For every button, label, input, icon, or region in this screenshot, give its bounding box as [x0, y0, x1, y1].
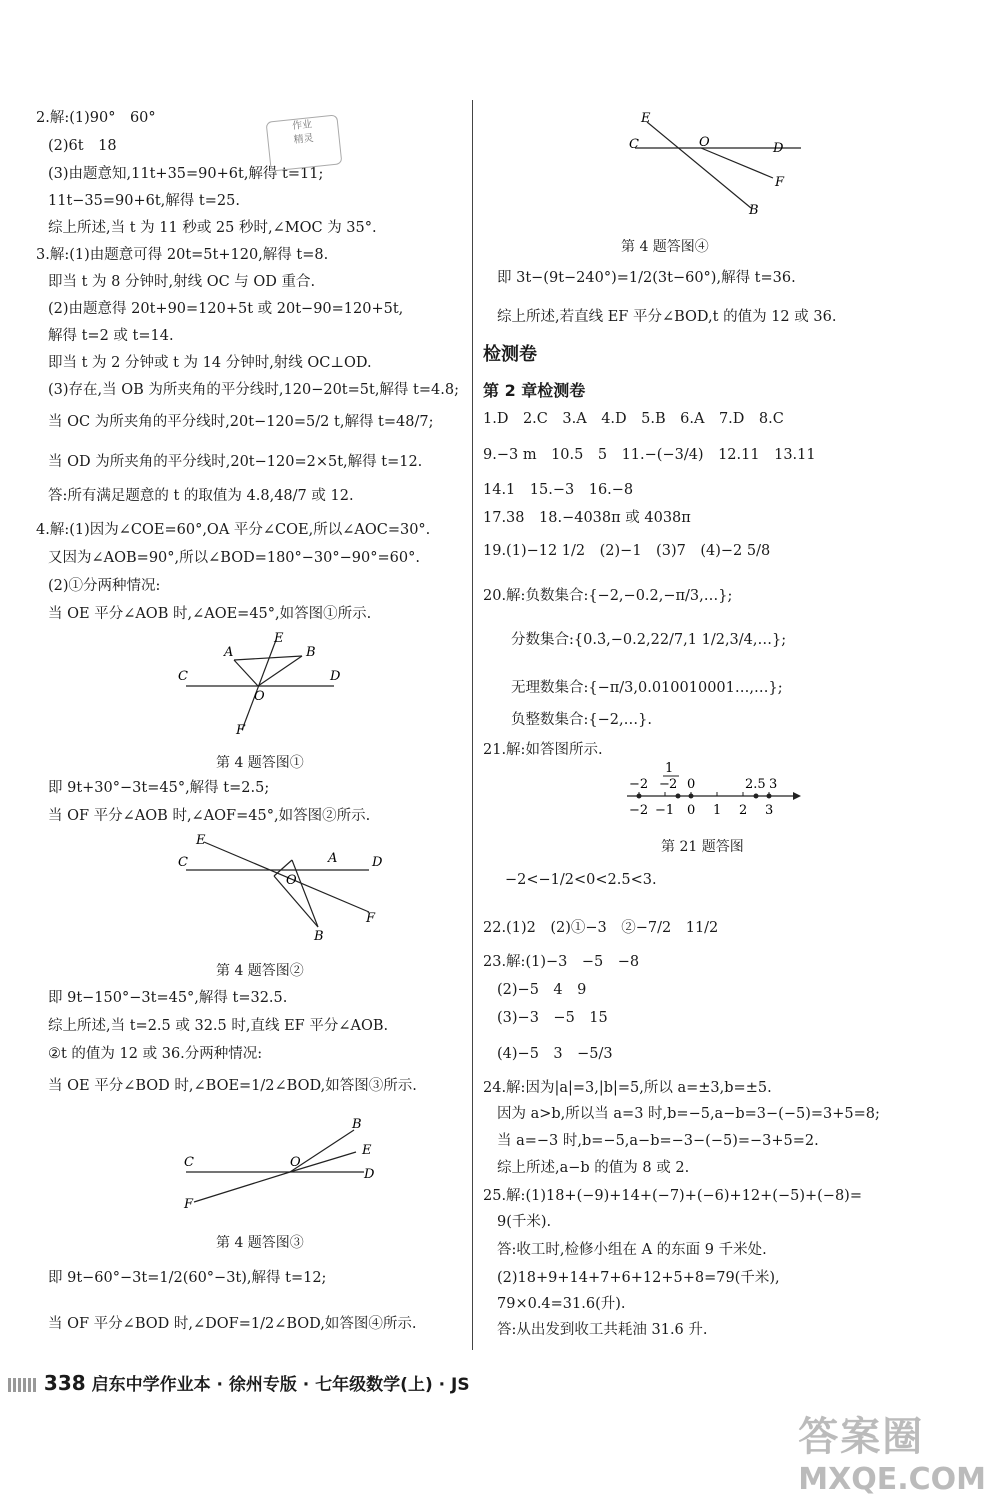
text-line: 解得 t=2 或 t=14.	[48, 328, 174, 344]
svg-text:B: B	[306, 645, 316, 660]
page-number: 338	[43, 1371, 86, 1395]
page-footer	[8, 1370, 470, 1395]
svg-text:O: O	[290, 1155, 301, 1170]
text-line: (2)由题意得 20t+90=120+5t 或 20t−90=120+5t,	[48, 301, 404, 317]
text-line: 79×0.4=31.6(升).	[497, 1296, 626, 1312]
text-line: 21.解:如答图所示.	[483, 742, 603, 758]
figure-4-1	[174, 630, 364, 735]
text-line: 23.解:(1)−3 −5 −8	[483, 954, 640, 970]
text-line: 当 OC 为所夹角的平分线时,20t−120=5/2 t,解得 t=48/7;	[48, 414, 434, 430]
svg-text:B: B	[352, 1117, 362, 1132]
text-line: 当 OE 平分∠BOD 时,∠BOE=1/2∠BOD,如答图③所示.	[48, 1078, 417, 1094]
svg-text:C: C	[178, 669, 188, 684]
text-line: 当 a=−3 时,b=−5,a−b=−3−(−5)=−3+5=2.	[497, 1133, 819, 1149]
text-line: 综上所述,若直线 EF 平分∠BOD,t 的值为 12 或 36.	[497, 309, 837, 325]
text-line: 9.−3 m 10.5 5 11.−(−3/4) 12.11 13.11	[483, 447, 816, 463]
text-line: 即 9t−150°−3t=45°,解得 t=32.5.	[48, 990, 288, 1006]
text-line: (2)6t 18	[48, 138, 117, 154]
figure-4-3	[174, 1112, 384, 1212]
text-line: 当 OD 为所夹角的平分线时,20t−120=2×5t,解得 t=12.	[48, 454, 423, 470]
text-line: 25.解:(1)18+(−9)+14+(−7)+(−6)+12+(−5)+(−8)=	[483, 1188, 862, 1204]
svg-text:F: F	[366, 911, 376, 926]
text-line: 19.(1)−12 1/2 (2)−1 (3)7 (4)−2 5/8	[483, 543, 771, 559]
figure-4-4	[613, 108, 813, 218]
svg-text:−2: −2	[629, 777, 649, 792]
figure-caption: 第 4 题答图④	[621, 239, 709, 255]
stamp-line: 精灵	[293, 133, 315, 147]
text-line: (2)−5 4 9	[497, 982, 587, 998]
text-line: 答:所有满足题意的 t 的取值为 4.8,48/7 或 12.	[48, 488, 354, 504]
text-line: (2)①分两种情况:	[48, 578, 161, 594]
text-line: (3)由题意知,11t+35=90+6t,解得 t=11;	[48, 166, 324, 182]
footer-pattern	[8, 1378, 38, 1392]
svg-text:2: 2	[669, 777, 678, 792]
svg-text:D: D	[330, 669, 341, 684]
text-line: 3.解:(1)由题意可得 20t=5t+120,解得 t=8.	[36, 247, 329, 263]
text-line: (4)−5 3 −5/3	[497, 1046, 613, 1062]
svg-text:D: D	[773, 141, 784, 156]
text-line: 17.38 18.−4038π 或 4038π	[483, 510, 691, 526]
svg-text:E: E	[362, 1143, 372, 1158]
svg-text:B: B	[749, 203, 759, 218]
column-divider	[472, 100, 473, 1350]
svg-text:−1: −1	[655, 803, 675, 818]
text-line: 无理数集合:{−π/3,0.010010001…,…};	[511, 680, 783, 696]
text-line: 当 OE 平分∠AOB 时,∠AOE=45°,如答图①所示.	[48, 606, 372, 622]
svg-text:B: B	[314, 929, 324, 942]
watermark-url: MXQE.COM	[798, 1462, 986, 1497]
svg-text:3: 3	[765, 803, 774, 818]
text-line: 即当 t 为 2 分钟或 t 为 14 分钟时,射线 OC⊥OD.	[48, 355, 372, 371]
text-line: 综上所述,a−b 的值为 8 或 2.	[497, 1160, 690, 1176]
svg-text:A: A	[224, 645, 234, 660]
text-line: 即 9t−60°−3t=1/2(60°−3t),解得 t=12;	[48, 1270, 327, 1286]
svg-text:O: O	[286, 873, 297, 888]
svg-text:D: D	[364, 1167, 375, 1182]
text-line: 答:收工时,检修小组在 A 的东面 9 千米处.	[497, 1242, 767, 1258]
text-line: 24.解:因为|a|=3,|b|=5,所以 a=±3,b=±5.	[483, 1080, 772, 1096]
chapter-title: 第 2 章检测卷	[483, 381, 586, 400]
svg-text:F: F	[775, 175, 785, 190]
svg-text:−2: −2	[629, 803, 649, 818]
svg-text:D: D	[372, 855, 383, 870]
text-line: 11t−35=90+6t,解得 t=25.	[48, 193, 240, 209]
svg-text:E: E	[641, 111, 651, 126]
figure-caption: 第 21 题答图	[661, 839, 744, 855]
text-line: ②t 的值为 12 或 36.分两种情况:	[48, 1046, 263, 1062]
watermark-logo	[798, 1405, 986, 1497]
text-line: 即当 t 为 8 分钟时,射线 OC 与 OD 重合.	[48, 274, 316, 290]
svg-text:−: −	[659, 777, 670, 792]
svg-text:E: E	[274, 631, 284, 646]
text-line: 当 OF 平分∠BOD 时,∠DOF=1/2∠BOD,如答图④所示.	[48, 1316, 417, 1332]
svg-text:O: O	[699, 135, 710, 150]
svg-text:0: 0	[687, 777, 696, 792]
svg-text:2.5: 2.5	[745, 777, 766, 792]
text-line: 即 3t−(9t−240°)=1/2(3t−60°),解得 t=36.	[497, 270, 796, 286]
stamp-line: 作业	[291, 119, 313, 133]
svg-text:3: 3	[769, 777, 778, 792]
text-line: 分数集合:{0.3̇,−0.2,22/7,1 1/2,3/4,…};	[511, 632, 787, 648]
svg-text:2: 2	[739, 803, 748, 818]
svg-text:1: 1	[665, 762, 674, 776]
watermark-text: 答案圈	[798, 1414, 925, 1460]
text-line: 14.1 15.−3 16.−8	[483, 482, 634, 498]
svg-text:1: 1	[713, 803, 722, 818]
text-line: −2<−1/2<0<2.5<3.	[505, 872, 657, 888]
text-line: 2.解:(1)90° 60°	[36, 110, 156, 126]
figure-4-2	[174, 832, 384, 942]
text-line: 22.(1)2 (2)①−3 ②−7/2 11/2	[483, 920, 719, 936]
text-line: 又因为∠AOB=90°,所以∠BOD=180°−30°−90°=60°.	[48, 550, 420, 566]
text-line: 综上所述,当 t=2.5 或 32.5 时,直线 EF 平分∠AOB.	[48, 1018, 389, 1034]
text-line: 即 9t+30°−3t=45°,解得 t=2.5;	[48, 780, 270, 796]
figure-caption: 第 4 题答图③	[216, 1235, 304, 1251]
stamp-logo	[266, 114, 343, 171]
text-line: 因为 a>b,所以当 a=3 时,b=−5,a−b=3−(−5)=3+5=8;	[497, 1106, 880, 1122]
text-line: 1.D 2.C 3.A 4.D 5.B 6.A 7.D 8.C	[483, 411, 784, 427]
svg-text:0: 0	[687, 803, 696, 818]
svg-text:C: C	[629, 137, 639, 152]
section-title: 检测卷	[483, 344, 537, 365]
text-line: 当 OF 平分∠AOB 时,∠AOF=45°,如答图②所示.	[48, 808, 371, 824]
svg-text:C: C	[178, 855, 188, 870]
svg-text:F: F	[184, 1197, 194, 1212]
svg-text:C: C	[184, 1155, 194, 1170]
text-line: (3)−3 −5 15	[497, 1010, 608, 1026]
book-title: 启东中学作业本 · 徐州专版 · 七年级数学(上) · JS	[91, 1375, 470, 1395]
text-line: 20.解:负数集合:{−2,−0.2,−π/3,…};	[483, 588, 733, 604]
text-line: (2)18+9+14+7+6+12+5+8=79(千米),	[497, 1270, 780, 1286]
svg-text:A: A	[328, 851, 338, 866]
text-line: 9(千米).	[497, 1214, 552, 1230]
text-line: 答:从出发到收工共耗油 31.6 升.	[497, 1322, 708, 1338]
figure-caption: 第 4 题答图①	[216, 755, 304, 771]
svg-text:E: E	[196, 833, 206, 848]
text-line: 4.解:(1)因为∠COE=60°,OA 平分∠COE,所以∠AOC=30°.	[36, 522, 431, 538]
number-line-figure	[623, 762, 803, 822]
text-line: (3)存在,当 OB 为所夹角的平分线时,120−20t=5t,解得 t=4.8;	[48, 382, 459, 398]
svg-text:O: O	[254, 689, 265, 704]
text-line: 综上所述,当 t 为 11 秒或 25 秒时,∠MOC 为 35°.	[48, 220, 377, 236]
svg-text:F: F	[236, 723, 246, 735]
figure-caption: 第 4 题答图②	[216, 963, 304, 979]
text-line: 负整数集合:{−2,…}.	[511, 712, 652, 728]
